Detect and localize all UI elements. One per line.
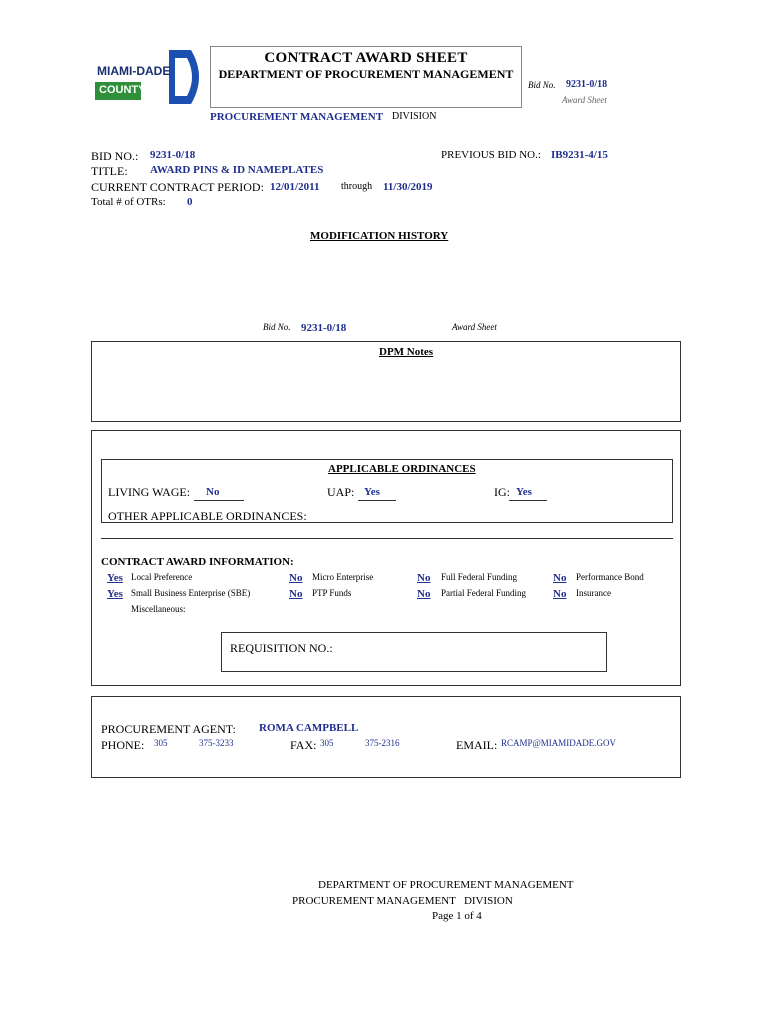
division-label: DIVISION [392, 111, 437, 122]
title-label: TITLE: [91, 164, 128, 178]
ig-label: IG: [494, 485, 510, 499]
modification-history-heading: MODIFICATION HISTORY [310, 230, 449, 242]
insurance-label: Insurance [576, 588, 611, 598]
ptp-funds-value: No [289, 588, 303, 600]
uap-label: UAP: [327, 485, 355, 499]
local-preference-label: Local Preference [131, 572, 193, 582]
phone-number: 375-3233 [199, 738, 234, 748]
partial-federal-funding-value: No [417, 588, 431, 600]
sbe-label: Small Business Enterprise (SBE) [131, 588, 251, 598]
contract-period-through: through [341, 181, 373, 192]
footer-division: PROCUREMENT MANAGEMENT DIVISION [292, 895, 513, 907]
otrs-label: Total # of OTRs: [91, 196, 166, 208]
insurance-value: No [553, 588, 567, 600]
full-federal-funding-value: No [417, 572, 431, 584]
living-wage-underline [194, 500, 244, 501]
page-title: CONTRACT AWARD SHEET [264, 50, 468, 66]
living-wage-value: No [206, 486, 220, 498]
contract-info-divider [101, 538, 673, 539]
ig-value: Yes [516, 486, 532, 498]
miscellaneous-label: Miscellaneous: [131, 604, 186, 614]
contract-period-label: CURRENT CONTRACT PERIOD: [91, 180, 264, 194]
header-bid-no-value: 9231-0/18 [566, 79, 608, 90]
title-value: AWARD PINS & ID NAMEPLATES [150, 164, 324, 176]
living-wage-label: LIVING WAGE: [108, 485, 191, 499]
performance-bond-label: Performance Bond [576, 572, 644, 582]
phone-label: PHONE: [101, 738, 145, 752]
page-subtitle: DEPARTMENT OF PROCUREMENT MANAGEMENT [218, 67, 514, 81]
uap-value: Yes [364, 486, 380, 498]
fax-area-code: 305 [320, 738, 334, 748]
fax-number: 375-2316 [365, 738, 400, 748]
email-value[interactable]: RCAMP@MIAMIDADE.GOV [501, 738, 617, 748]
procurement-agent-value: ROMA CAMPBELL [259, 722, 359, 734]
micro-enterprise-label: Micro Enterprise [312, 572, 374, 582]
other-ordinances-label: OTHER APPLICABLE ORDINANCES: [108, 509, 307, 523]
division-name: PROCUREMENT MANAGEMENT [210, 111, 384, 123]
sbe-value: Yes [107, 588, 123, 600]
header-award-sheet: Award Sheet [562, 95, 607, 105]
previous-bid-value: IB9231-4/15 [551, 149, 608, 161]
partial-federal-funding-label: Partial Federal Funding [441, 588, 526, 598]
phone-area-code: 305 [154, 738, 168, 748]
performance-bond-value: No [553, 572, 567, 584]
ordinances-box [101, 459, 673, 523]
logo-text-miami-dade: MIAMI-DADE [97, 64, 171, 78]
ptp-funds-label: PTP Funds [312, 588, 352, 598]
miami-dade-logo [91, 48, 209, 106]
otrs-value: 0 [187, 196, 193, 208]
footer-page-number: Page 1 of 4 [432, 910, 482, 922]
contract-period-start: 12/01/2011 [270, 181, 320, 193]
dpm-notes-heading: DPM Notes [379, 346, 434, 358]
procurement-agent-label: PROCUREMENT AGENT: [101, 722, 236, 736]
requisition-box [221, 632, 607, 672]
uap-underline [358, 500, 396, 501]
header-bid-no-label: Bid No. [528, 80, 556, 90]
repeat-bid-no-label: Bid No. [263, 322, 291, 332]
footer-department: DEPARTMENT OF PROCUREMENT MANAGEMENT [318, 879, 574, 891]
ordinances-heading: APPLICABLE ORDINANCES [328, 463, 476, 475]
requisition-label: REQUISITION NO.: [230, 641, 333, 655]
email-label: EMAIL: [456, 738, 498, 752]
logo-text-county: COUNTY [99, 84, 146, 96]
agent-box [91, 696, 681, 778]
local-preference-value: Yes [107, 572, 123, 584]
full-federal-funding-label: Full Federal Funding [441, 572, 517, 582]
header-title-box [210, 46, 522, 108]
bid-no-value: 9231-0/18 [150, 149, 196, 161]
contract-period-end: 11/30/2019 [383, 181, 433, 193]
contract-info-heading: CONTRACT AWARD INFORMATION: [101, 556, 294, 568]
dpm-notes-box [91, 341, 681, 422]
repeat-award-sheet: Award Sheet [452, 322, 497, 332]
fax-label: FAX: [290, 738, 317, 752]
ig-underline [509, 500, 547, 501]
bid-no-label: BID NO.: [91, 149, 139, 163]
previous-bid-label: PREVIOUS BID NO.: [441, 149, 541, 161]
micro-enterprise-value: No [289, 572, 303, 584]
repeat-bid-no-value: 9231-0/18 [301, 322, 347, 334]
